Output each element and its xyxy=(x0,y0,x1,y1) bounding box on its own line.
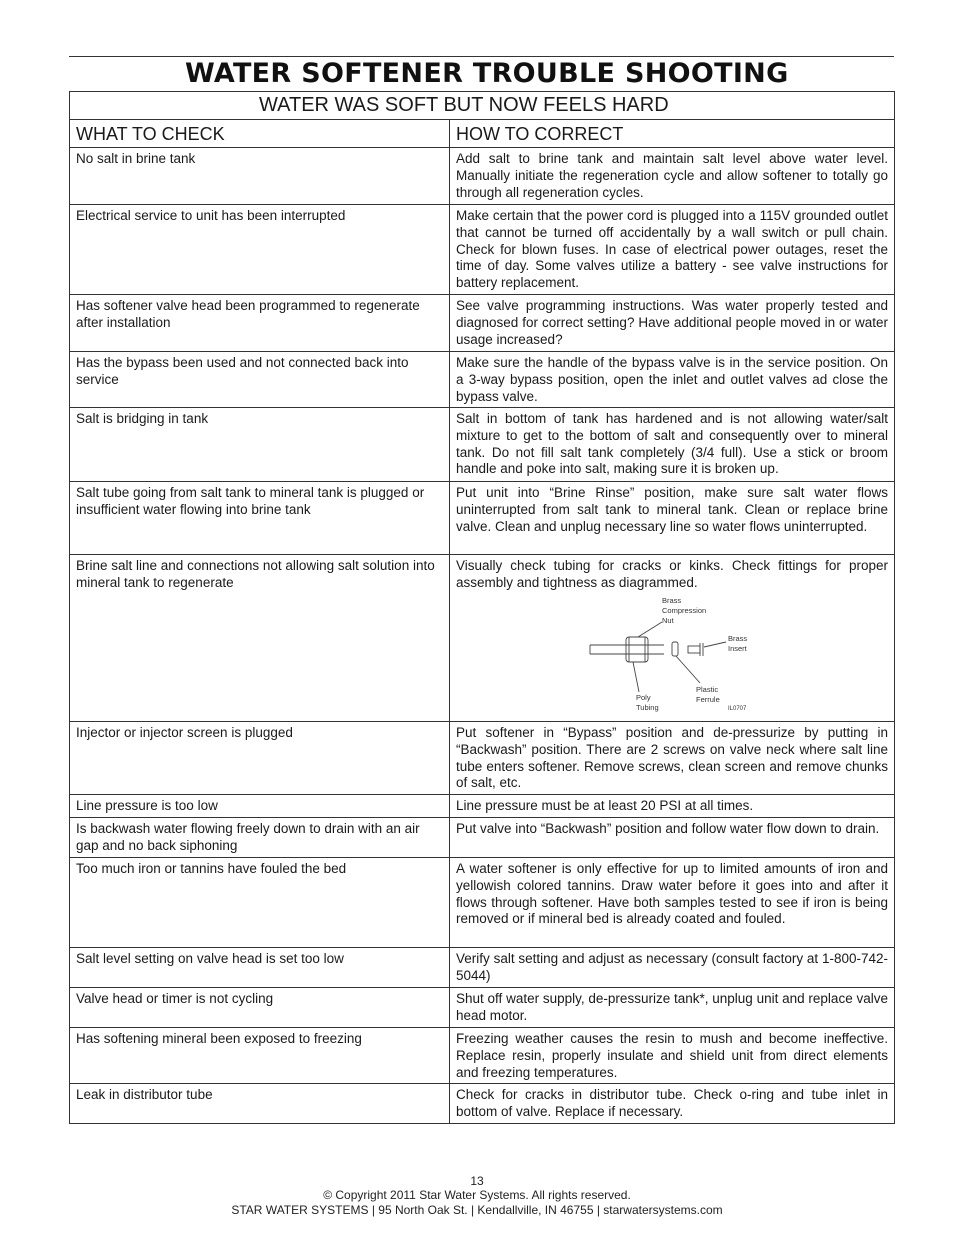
label-plastic-ferrule: Plastic Ferrule xyxy=(696,684,720,704)
correct-cell: Freezing weather causes the resin to mush and become ineffective. Replace resin, properly insulate and shield unit from direct elements and freezing temperatures. xyxy=(456,1031,888,1080)
table-row xyxy=(70,408,894,482)
fitting-diagram xyxy=(456,594,876,719)
correct-cell: Salt in bottom of tank has hardened and is not allowing water/salt mixture to get to the bottom of salt and consequently over to mineral tank. Do not fill salt tank completely (3/4 full). Use a stick or broom handle and poke into salt, making sure it is broken up. xyxy=(456,411,888,477)
company-address: STAR WATER SYSTEMS | 95 North Oak St. | Kendallville, IN 46755 | starwatersystems.com xyxy=(231,1203,723,1217)
check-cell: Salt tube going from salt tank to mineral tank is plugged or insufficient water flowing into brine tank xyxy=(70,482,450,554)
correct-cell: Put valve into “Backwash” position and follow water flow down to drain. xyxy=(456,821,880,836)
check-cell: Has softener valve head been programmed to regenerate after installation xyxy=(70,295,450,351)
table-row xyxy=(70,988,894,1028)
page-title: WATER SOFTENER TROUBLE SHOOTING xyxy=(185,58,789,89)
table-row xyxy=(70,555,894,722)
table-row xyxy=(70,948,894,988)
page-number: 13 xyxy=(470,1174,484,1188)
check-cell: Has softening mineral been exposed to freezing xyxy=(70,1028,450,1083)
table-row xyxy=(70,148,894,205)
check-cell: Has the bypass been used and not connected back into service xyxy=(70,352,450,407)
troubleshooting-table xyxy=(69,91,895,1124)
check-cell: Electrical service to unit has been interrupted xyxy=(70,205,450,294)
correct-cell-with-diagram xyxy=(450,555,894,721)
check-cell: Injector or injector screen is plugged xyxy=(70,722,450,794)
correct-cell: Make sure the handle of the bypass valve is in the service position. On a 3-way bypass position, open the inlet and outlet valves ad close the bypass valve. xyxy=(456,355,888,404)
check-cell: Is backwash water flowing freely down to drain with an air gap and no back siphoning xyxy=(70,818,450,857)
column-header-row xyxy=(70,120,894,148)
table-row xyxy=(70,1028,894,1084)
check-cell: Salt level setting on valve head is set too low xyxy=(70,948,450,987)
column-header-correct: HOW TO CORRECT xyxy=(456,124,624,144)
correct-cell: A water softener is only effective for up to limited amounts of iron and yellowish colored tannins. Draw water before it goes into and after it flows through softener. Have both samples tested to see if iron is being removed or if mineral bed is already coated and fouled. xyxy=(456,861,888,927)
label-brass-insert: Brass Insert xyxy=(728,633,748,653)
label-compression-nut: Brass Compression Nut xyxy=(662,595,707,625)
check-cell: Leak in distributor tube xyxy=(70,1084,450,1123)
correct-cell: Visually check tubing for cracks or kinks. Check fittings for proper assembly and tightness as diagrammed. xyxy=(456,558,888,590)
column-header-check: WHAT TO CHECK xyxy=(70,120,450,147)
table-row xyxy=(70,818,894,858)
table-row xyxy=(70,1084,894,1123)
table-row xyxy=(70,482,894,555)
table-row xyxy=(70,295,894,352)
table-row xyxy=(70,722,894,795)
check-cell: Salt is bridging in tank xyxy=(70,408,450,481)
check-cell: Valve head or timer is not cycling xyxy=(70,988,450,1027)
correct-cell: Make certain that the power cord is plugged into a 115V grounded outlet that cannot be turned off accidentally by a wall switch or pull chain. Check for blown fuses. In case of electrical power outages, reset the time of day. Some valves utilize a battery - see valve instructions for battery replacement. xyxy=(456,208,888,291)
correct-cell: Verify salt setting and adjust as necessary (consult factory at 1-800-742-5044) xyxy=(456,951,888,983)
correct-cell: Check for cracks in distributor tube. Check o-ring and tube inlet in bottom of valve. Replace if necessary. xyxy=(456,1087,888,1119)
table-row xyxy=(70,352,894,408)
check-cell: No salt in brine tank xyxy=(70,148,450,204)
correct-cell: Put softener in “Bypass” position and de-pressurize by putting in “Backwash” position. There are 2 screws on valve neck where salt line tube enters softener. Remove screws, clean screen and remove chunks of salt, etc. xyxy=(456,725,888,791)
check-cell: Too much iron or tannins have fouled the bed xyxy=(70,858,450,947)
table-row xyxy=(70,795,894,818)
copyright-line: © Copyright 2011 Star Water Systems. All rights reserved. xyxy=(323,1188,631,1202)
table-row xyxy=(70,205,894,295)
correct-cell: Line pressure must be at least 20 PSI at all times. xyxy=(456,798,754,813)
section-heading: WATER WAS SOFT BUT NOW FEELS HARD xyxy=(70,92,894,120)
label-poly-tubing: Poly Tubing xyxy=(636,692,659,712)
top-rule xyxy=(69,56,894,57)
correct-cell: Put unit into “Brine Rinse” position, make sure salt water flows uninterrupted from salt tank to mineral tank. Clean or replace brine valve. Clean and unplug necessary line so water flows uninterrupted. xyxy=(456,485,888,534)
check-cell: Line pressure is too low xyxy=(70,795,450,817)
correct-cell: Add salt to brine tank and maintain salt level above water level. Manually initiate the regeneration cycle and allow softener to totally go through all regeneration cycles. xyxy=(456,151,888,200)
correct-cell: See valve programming instructions. Was water properly tested and diagnosed for correct setting? Have additional people moved in or water usage increased? xyxy=(456,298,888,347)
correct-cell: Shut off water supply, de-pressurize tank*, unplug unit and replace valve head motor. xyxy=(456,991,888,1023)
check-cell: Brine salt line and connections not allowing salt solution into mineral tank to regenerate xyxy=(70,555,450,721)
table-row xyxy=(70,858,894,948)
diagram-code: IL0707 xyxy=(728,705,747,712)
